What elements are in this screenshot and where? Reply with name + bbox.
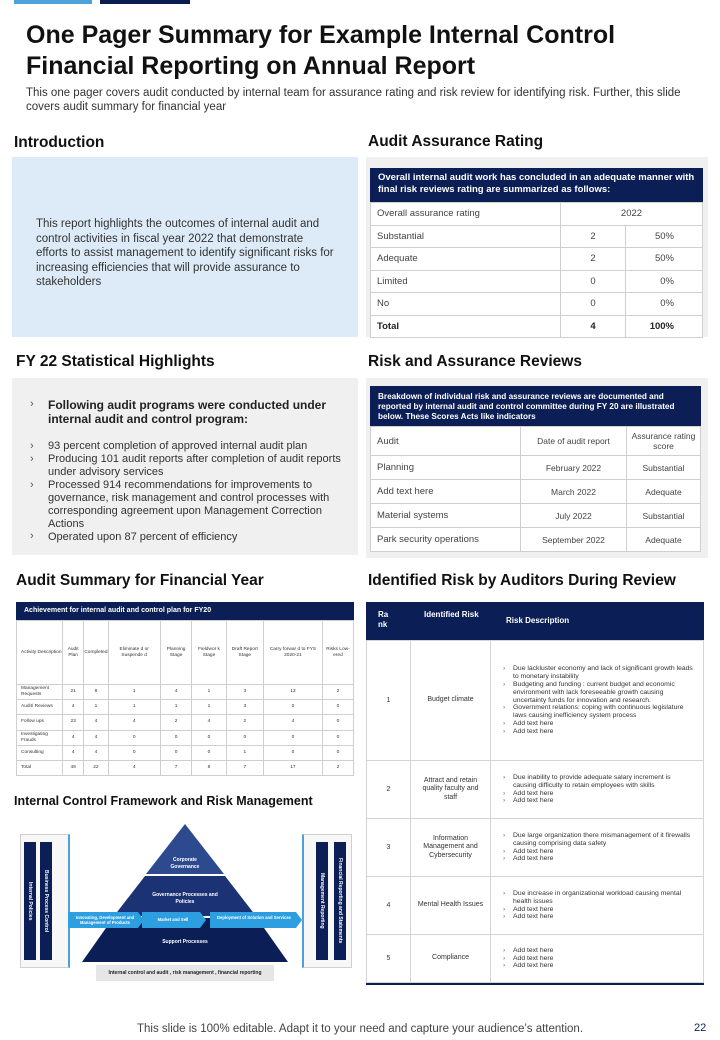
table-total-row xyxy=(371,315,703,338)
table-cell: 0 xyxy=(192,745,226,760)
framework-bottom-label: Internal control and audit , risk management , financial reporting xyxy=(96,965,274,981)
table-cell: 0 xyxy=(263,745,322,760)
list-item: › Due large organization there mismanagement of it firewalls causing comprising data safety xyxy=(513,832,695,848)
list-item: › Add text here xyxy=(513,855,695,863)
table-header-cell: Risk Description xyxy=(506,616,570,625)
table-cell: 4 xyxy=(63,700,84,715)
table-row xyxy=(367,877,704,935)
table-cell: No xyxy=(371,293,561,316)
table-header-cell: Activity Description xyxy=(17,621,63,685)
accent-bar xyxy=(14,0,92,4)
table-cell: 0 xyxy=(160,745,192,760)
accent-bar-dark xyxy=(100,0,190,4)
table-cell: 4 xyxy=(192,715,226,730)
list-item: › Add text here xyxy=(513,906,695,914)
table-header-cell: Planning Stage xyxy=(160,621,192,685)
table-cell: Adequate xyxy=(627,480,701,504)
table-cell: 1 xyxy=(367,641,411,761)
table-cell: Adequate xyxy=(627,528,701,552)
introduction-text: This report highlights the outcomes of internal audit and control activities in fiscal year 2022 that demonstrate efforts to assist management to identify significant risks for increasing efficiencies that will provide assurance to stakeholders xyxy=(36,218,334,288)
table-cell: 0 xyxy=(108,745,160,760)
table-cell: 0 xyxy=(263,730,322,745)
list-item: 93 percent completion of approved internal audit plan xyxy=(48,440,308,452)
list-item: › Budgeting and funding : current budget and economic environment with lack foreseeable growth causing uncertainty funds for innovation and research. xyxy=(513,681,695,704)
audit-assurance-heading: Audit Assurance Rating xyxy=(368,133,544,150)
list-item: › Add text here xyxy=(513,848,695,856)
table-cell: Budget climate xyxy=(411,641,491,761)
table-header-cell: Date of audit report xyxy=(521,427,627,456)
table-cell: 100% xyxy=(626,315,703,338)
table-row xyxy=(367,761,704,819)
table-row xyxy=(371,225,703,248)
table-cell: 8 xyxy=(84,685,108,700)
page-subtitle: This one pager covers audit conducted by internal team for assurance rating and risk review for identifying risk. Further, this slide covers audit summary for financial year xyxy=(26,87,681,113)
table-row xyxy=(17,685,354,700)
pyramid-label-middle: Governance Processes and Policies xyxy=(152,892,218,905)
table-cell: 8 xyxy=(192,760,226,775)
table-header-cell: Carry forwar d to FYS 2020-21 xyxy=(263,621,322,685)
list-item: › Add text here xyxy=(513,728,695,736)
list-item: › Add text here xyxy=(513,790,695,798)
framework-bar-financial-reporting: Financial Reporting and Statements xyxy=(334,842,346,960)
table-cell: July 2022 xyxy=(521,504,627,528)
table-header-cell: Eliminate d or Suspende d xyxy=(108,621,160,685)
table-cell: Adequate xyxy=(371,248,561,271)
table-cell: 17 xyxy=(263,760,322,775)
table-cell: 4 xyxy=(84,715,108,730)
table-cell: Investigating Frauds xyxy=(17,730,63,745)
table-cell: Limited xyxy=(371,270,561,293)
framework-bar-business-process: Business Process Control xyxy=(40,842,52,960)
table-cell: 13 xyxy=(263,685,322,700)
table-header-cell: Audit Plan xyxy=(63,621,84,685)
table-cell: Follow ups xyxy=(17,715,63,730)
table-cell: 0% xyxy=(626,270,703,293)
table-cell: 0 xyxy=(561,293,626,316)
identified-risk-bottom-rule xyxy=(366,983,704,985)
table-cell: 1 xyxy=(108,700,160,715)
table-cell: 0 xyxy=(226,730,263,745)
table-cell: 3 xyxy=(226,685,263,700)
table-header-cell: Identified Risk xyxy=(424,610,479,619)
arrow-label: Deployment of Solution and Services xyxy=(217,915,291,920)
table-cell: 1 xyxy=(192,685,226,700)
table-cell xyxy=(491,877,704,935)
page-title: One Pager Summary for Example Internal Control Financial Reporting on Annual Report xyxy=(26,21,616,80)
audit-summary-banner: Achievement for internal audit and control plan for FY20 xyxy=(16,602,354,620)
table-cell: 4 xyxy=(108,715,160,730)
footer-note: This slide is 100% editable. Adapt it to your need and capture your audience’s attention. xyxy=(136,1023,584,1035)
identified-risk-header xyxy=(366,602,704,640)
list-item: › Due increase in organizational workload causing mental health issues xyxy=(513,890,695,906)
table-cell: 7 xyxy=(226,760,263,775)
highlights-main: Following audit programs were conducted under internal audit and control program: xyxy=(48,398,327,426)
table-cell xyxy=(491,935,704,983)
table-cell: 3 xyxy=(226,700,263,715)
table-cell: Substantial xyxy=(627,504,701,528)
bullet-chevron-icon: › xyxy=(30,530,34,542)
table-cell: 4 xyxy=(84,730,108,745)
page-number: 22 xyxy=(694,1022,707,1034)
table-row xyxy=(17,730,354,745)
risk-reviews-banner: Breakdown of individual risk and assurance reviews are documented and reported by internal audit and control committee during FY 20 are illustrated below. These Scores Acts like indicators xyxy=(370,386,701,427)
table-header-row xyxy=(17,621,354,685)
introduction-box xyxy=(12,157,358,337)
table-cell: 0 xyxy=(561,270,626,293)
table-cell: 1 xyxy=(108,685,160,700)
table-cell: 2 xyxy=(226,715,263,730)
table-cell: September 2022 xyxy=(521,528,627,552)
table-header-row xyxy=(371,203,703,226)
table-cell: 4 xyxy=(561,315,626,338)
table-cell: 22 xyxy=(84,760,108,775)
identified-risk-table xyxy=(366,640,704,983)
table-cell: 50% xyxy=(626,248,703,271)
table-cell: Planning xyxy=(371,456,521,480)
pyramid-label-base: Support Processes xyxy=(162,939,208,945)
risk-reviews-table xyxy=(370,426,701,552)
table-row xyxy=(367,935,704,983)
introduction-heading: Introduction xyxy=(14,134,105,151)
table-cell: 49 xyxy=(63,760,84,775)
table-cell: Park security operations xyxy=(371,528,521,552)
table-row xyxy=(17,715,354,730)
pyramid-label-top: Corporate Governance xyxy=(170,857,200,870)
table-header-cell: Completed xyxy=(84,621,108,685)
table-row xyxy=(371,504,701,528)
list-item: › Add text here xyxy=(513,797,695,805)
table-cell: Management Requests xyxy=(17,685,63,700)
table-row xyxy=(371,248,703,271)
table-header-cell: Fieldwor k Stage xyxy=(192,621,226,685)
list-item: › Add text here xyxy=(513,962,695,970)
table-header-cell: Draft Report Stage xyxy=(226,621,263,685)
list-item: Operated upon 87 percent of efficiency xyxy=(48,531,238,543)
table-header-cell: Audit xyxy=(371,427,521,456)
list-item: › Add text here xyxy=(513,947,695,955)
list-item: › Due inability to provide adequate salary increment is causing difficulty to retain employees with skills xyxy=(513,774,695,790)
table-cell: 3 xyxy=(367,819,411,877)
table-cell: 2 xyxy=(322,760,353,775)
arrow-label: Market and Sell xyxy=(157,917,189,922)
table-cell xyxy=(491,641,704,761)
bullet-chevron-icon: › xyxy=(30,479,34,491)
table-cell: 2 xyxy=(367,761,411,819)
table-row xyxy=(17,745,354,760)
table-row xyxy=(371,270,703,293)
table-cell: Consulting xyxy=(17,745,63,760)
table-cell: 23 xyxy=(63,715,84,730)
table-cell: 1 xyxy=(160,700,192,715)
list-item: Producing 101 audit reports after completion of audit reports under advisory services xyxy=(48,453,341,478)
table-cell: 7 xyxy=(160,760,192,775)
highlights-list xyxy=(48,440,348,544)
table-cell: Audit/ Reviews xyxy=(17,700,63,715)
table-cell: Attract and retain quality faculty and staff xyxy=(411,761,491,819)
table-cell: Add text here xyxy=(371,480,521,504)
table-header-cell: Risks Low-ered xyxy=(322,621,353,685)
bullet-chevron-icon: › xyxy=(30,453,34,465)
table-cell: 5 xyxy=(367,935,411,983)
framework-bar-management-reporting: Management Reporting xyxy=(316,842,328,960)
table-cell: 0 xyxy=(263,700,322,715)
table-cell: 4 xyxy=(63,730,84,745)
table-row xyxy=(17,700,354,715)
framework-heading: Internal Control Framework and Risk Management xyxy=(14,794,313,808)
list-item: Processed 914 recommendations for improvements to governance, risk management and control processes with corresponding agreement upon Management Correction Actions xyxy=(48,479,330,530)
table-cell: 4 xyxy=(108,760,160,775)
table-cell: Substantial xyxy=(371,225,561,248)
table-cell: March 2022 xyxy=(521,480,627,504)
table-cell: 0 xyxy=(108,730,160,745)
table-cell: 0 xyxy=(160,730,192,745)
framework-bar-internal-policies: Internal Policies xyxy=(24,842,36,960)
table-row xyxy=(371,528,701,552)
list-item: › Add text here xyxy=(513,955,695,963)
list-item: › Due lackluster economy and lack of significant growth leads to monetary instability xyxy=(513,665,695,681)
table-cell: 2 xyxy=(561,225,626,248)
table-cell: 2 xyxy=(561,248,626,271)
table-cell: Substantial xyxy=(627,456,701,480)
list-item: › Add text here xyxy=(513,720,695,728)
table-cell: Material systems xyxy=(371,504,521,528)
audit-summary-table xyxy=(16,620,354,776)
table-cell: Information Management and Cybersecurity xyxy=(411,819,491,877)
bullet-chevron-icon: › xyxy=(30,398,34,410)
table-cell: 1 xyxy=(192,700,226,715)
table-header-cell: Assurance rating score xyxy=(627,427,701,456)
audit-summary-heading: Audit Summary for Financial Year xyxy=(16,572,264,589)
table-cell: 4 xyxy=(84,745,108,760)
arrow-label: Innovating, Development and Management of Products xyxy=(75,915,135,925)
table-row xyxy=(371,456,701,480)
list-item: › Add text here xyxy=(513,913,695,921)
table-total-row xyxy=(17,760,354,775)
bullet-chevron-icon: › xyxy=(30,440,34,452)
table-cell: 4 xyxy=(160,685,192,700)
table-header-cell: 2022 xyxy=(561,203,703,226)
table-cell: 0 xyxy=(322,745,353,760)
table-header-cell: Overall assurance rating xyxy=(371,203,561,226)
table-cell: 21 xyxy=(63,685,84,700)
risk-reviews-heading: Risk and Assurance Reviews xyxy=(368,353,582,370)
highlights-heading: FY 22 Statistical Highlights xyxy=(16,353,215,370)
table-cell xyxy=(491,819,704,877)
list-item: › Government relations: coping with continuous legislature laws causing inefficiency system process xyxy=(513,704,695,720)
table-cell: 1 xyxy=(84,700,108,715)
table-cell: 4 xyxy=(263,715,322,730)
table-cell: 0% xyxy=(626,293,703,316)
identified-risk-heading: Identified Risk by Auditors During Review xyxy=(368,572,676,589)
table-cell: 0 xyxy=(192,730,226,745)
table-cell: Total xyxy=(17,760,63,775)
table-row xyxy=(371,293,703,316)
table-cell: 0 xyxy=(322,700,353,715)
table-cell: Compliance xyxy=(411,935,491,983)
table-row xyxy=(371,480,701,504)
table-header-row xyxy=(371,427,701,456)
table-header-cell: Ra nk xyxy=(378,610,389,629)
table-cell: 4 xyxy=(367,877,411,935)
audit-assurance-table xyxy=(370,202,703,338)
table-cell: 1 xyxy=(226,745,263,760)
table-cell: 0 xyxy=(322,730,353,745)
table-row xyxy=(367,819,704,877)
table-row xyxy=(367,641,704,761)
table-cell: Mental Health Issues xyxy=(411,877,491,935)
table-cell: February 2022 xyxy=(521,456,627,480)
table-cell: 2 xyxy=(322,685,353,700)
audit-assurance-banner: Overall internal audit work has concluded in an adequate manner with final risk reviews rating are summarized as follows: xyxy=(370,168,703,202)
table-cell: 2 xyxy=(160,715,192,730)
table-cell: 50% xyxy=(626,225,703,248)
table-cell: 4 xyxy=(63,745,84,760)
table-cell: 0 xyxy=(322,715,353,730)
table-cell xyxy=(491,761,704,819)
table-cell: Total xyxy=(371,315,561,338)
